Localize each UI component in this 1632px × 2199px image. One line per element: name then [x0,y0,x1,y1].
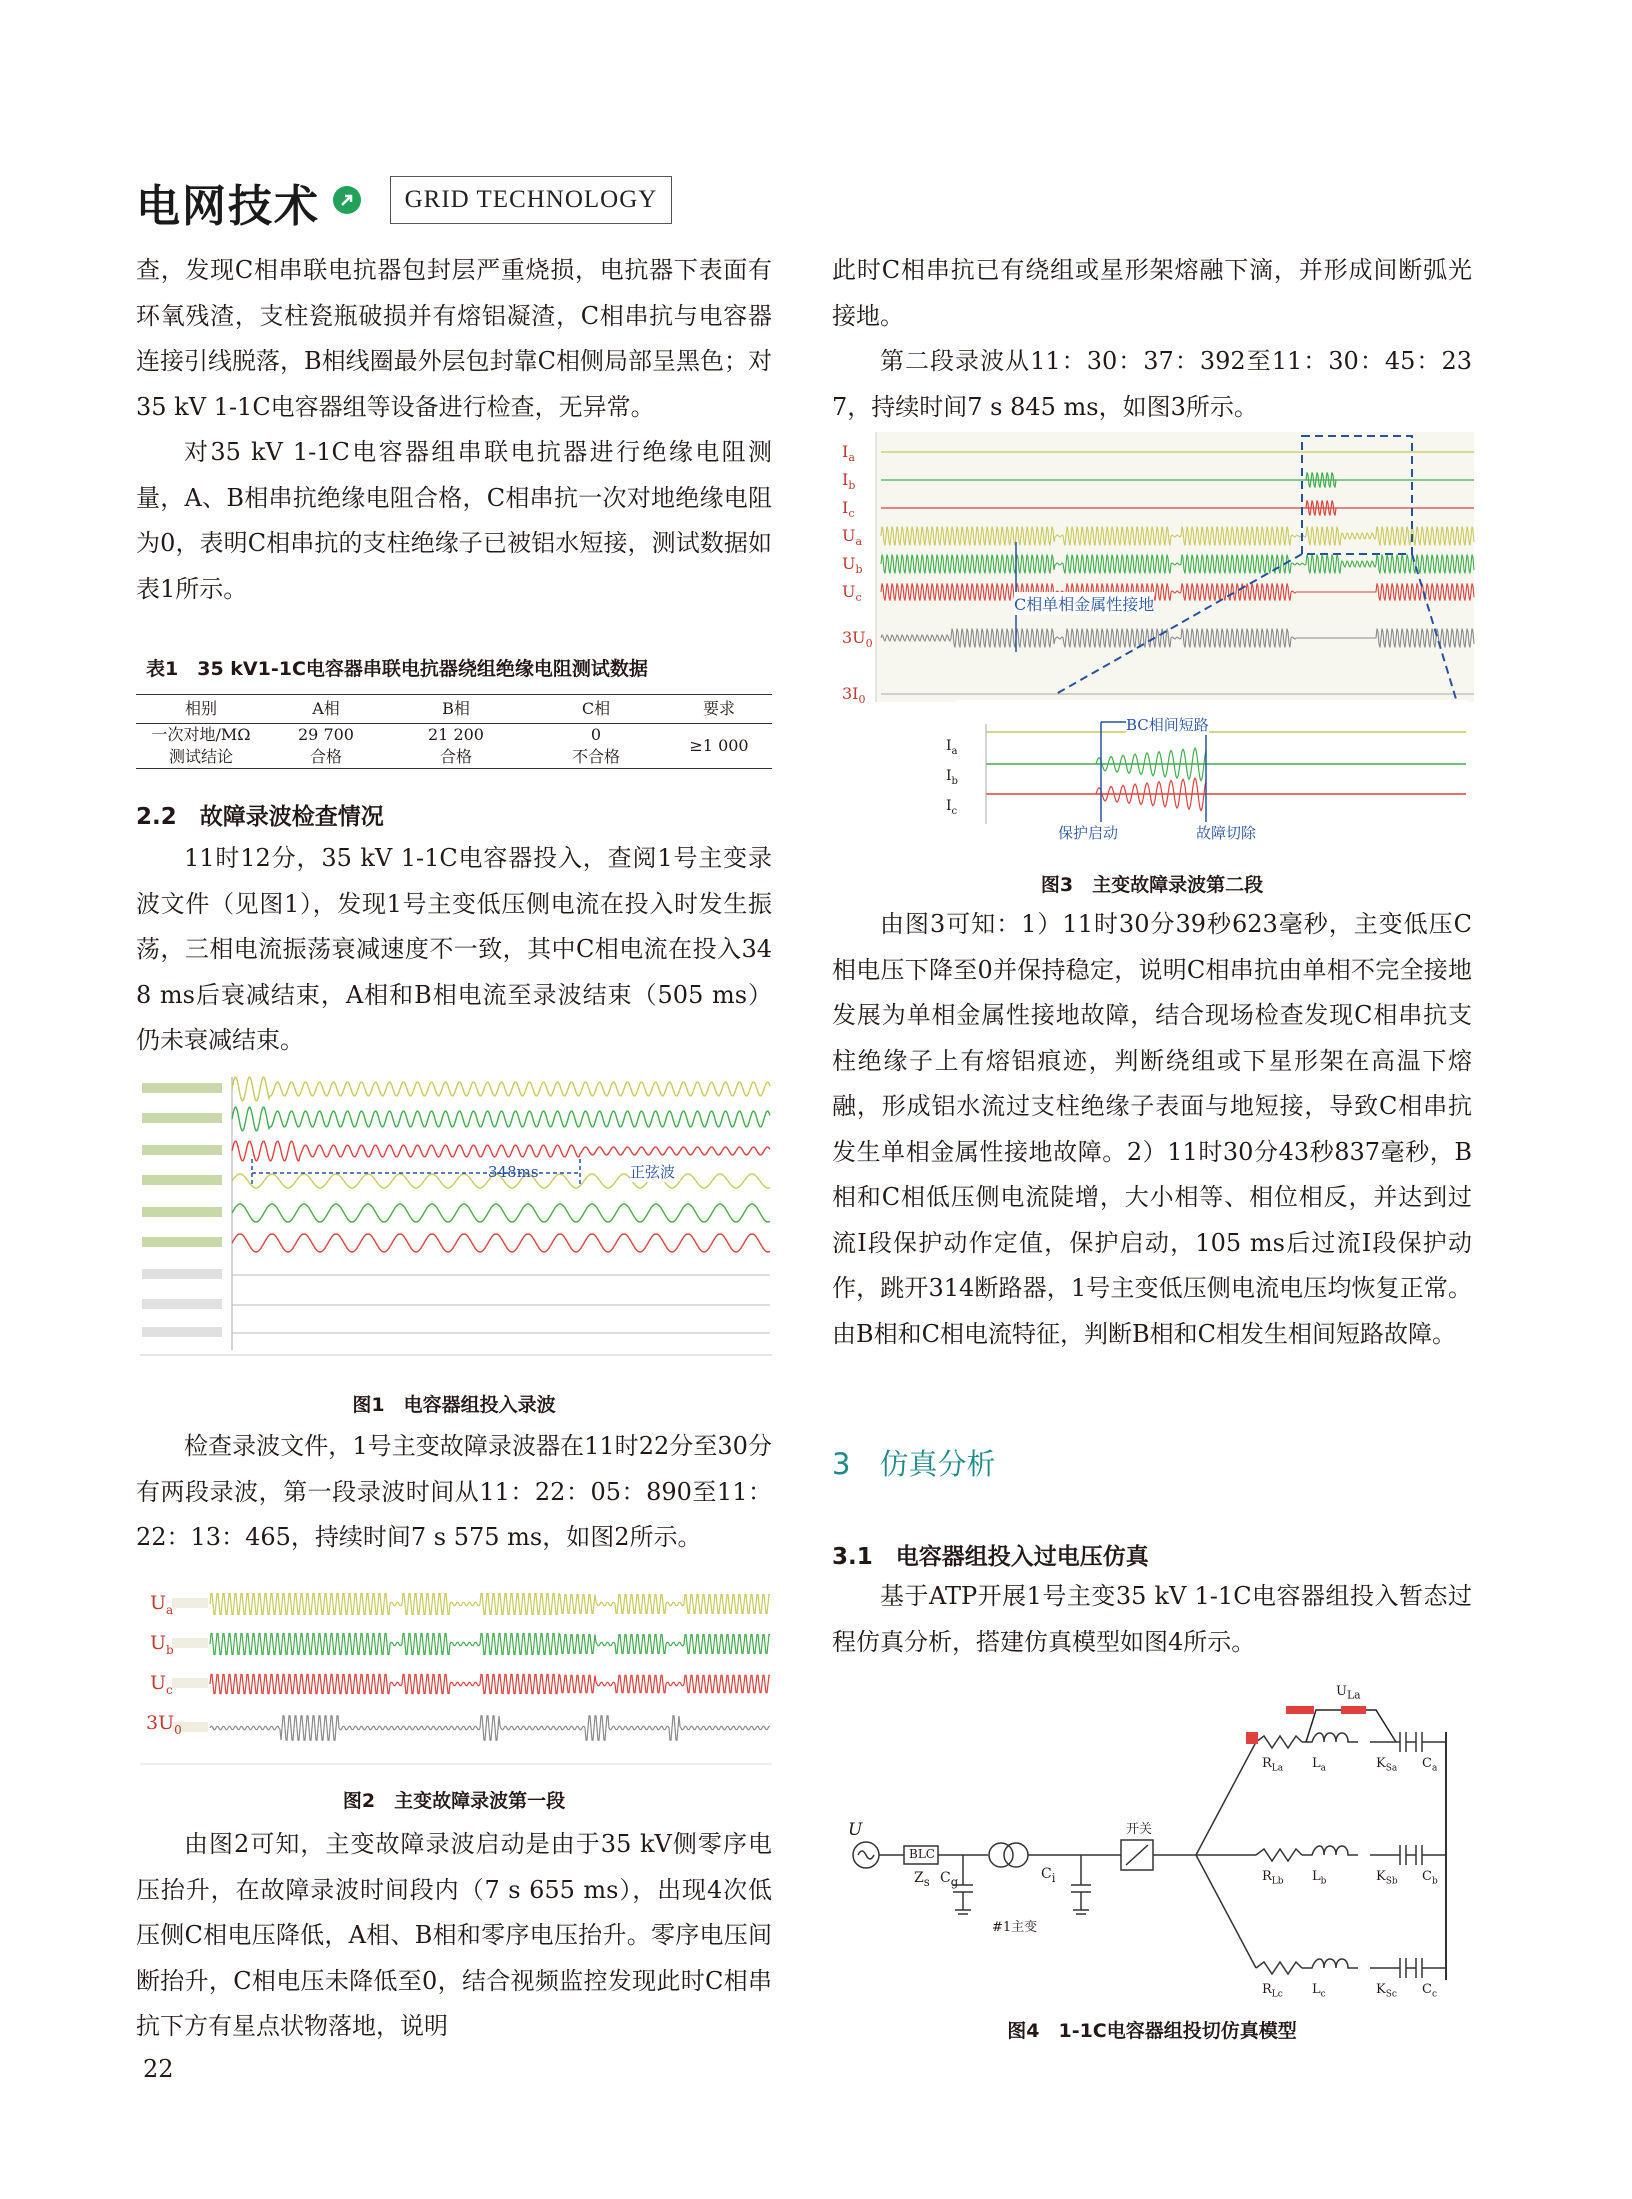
table-header: 要求 [702,699,735,718]
fig4-label: $Z_s$ [914,1870,930,1889]
fig3-annotation: 故障切除 [1196,824,1257,842]
fig4-component-label: $C_a$ [1422,1756,1438,1774]
figure-2-waveforms [140,1578,772,1768]
figure-box [172,1598,208,1608]
figure-box [142,1327,222,1337]
figure-caption: 图1 电容器组投入录波 [352,1394,556,1416]
table-cell: 0 [590,725,602,744]
table-cell: 29 700 [298,725,354,744]
fig4-component-label: $R_{La}$ [1262,1756,1284,1774]
figure-box [142,1207,222,1217]
waveform-trace [232,1107,770,1130]
page-number: 22 [143,2055,174,2083]
figure-4 [836,1670,1476,2000]
table-cell: 21 200 [428,725,484,744]
fig2-label: $U_c$ [150,1672,173,1697]
fig3-channel-label: $3U_0$ [842,628,873,651]
figure-4-circuit [836,1670,1476,1995]
table-cell: 不合格 [571,747,620,766]
waveform-trace [232,1234,770,1252]
fig1-wave-label: 正弦波 [630,1163,676,1181]
journal-title: 电网技术 [136,181,320,232]
fig3-channel-label: $3I_0$ [842,684,866,707]
figure-box [142,1175,222,1185]
left-column-2 [136,836,772,1064]
table-cell: 一次对地/MΩ [151,725,251,744]
waveform-trace [232,1077,770,1100]
table-header: B相 [442,699,470,718]
paragraph: 11时12分，35 kV 1-1C电容器投入，查阅1号主变录波文件（见图1），发现1号主变低压侧电流在投入时发生振荡，三相电流振荡衰减速度不一致，其中C相电流在投入348 ms后衰减结束，A相和B相电流至录波结束（505 ms）仍未衰减结束。 [136,844,772,1054]
table-cell: 合格 [309,747,342,766]
paragraph: 由图2可知，主变故障录波启动是由于35 kV侧零序电压抬升，在故障录波时间段内（7 s 655 ms），出现4次低压侧C相电压降低，A相、B相和零序电压抬升。零序电压间断抬升，C相电压未降低至0，结合视频监控发现此时C相串抗下方有星点状物落地，说明 [136,1830,772,2040]
fig3-channel-label: $I_b$ [842,470,856,493]
fig2-label: $U_a$ [150,1592,174,1617]
figure-2 [140,1578,772,1768]
table-1 [136,694,772,769]
table-header: 相别 [184,699,217,718]
fig4-component-label: $C_b$ [1422,1869,1438,1887]
fig4-component-label: $C_c$ [1422,1982,1437,2000]
fig3-zoom-label: $I_b$ [946,768,958,787]
left-column [136,248,772,612]
fig2-label: $U_b$ [150,1632,174,1657]
figure-box [142,1237,222,1247]
waveform-trace [210,1594,770,1615]
fig4-label: #1主变 [992,1920,1038,1935]
fig3-channel-label: $I_c$ [842,498,855,521]
figure-box [172,1638,208,1648]
figure-box [142,1145,222,1155]
fig4-label: $C_g$ [940,1870,959,1889]
fig3-annotation: 保护启动 [1058,824,1119,842]
fig4-label: $C_i$ [1041,1866,1056,1885]
fig4-component-label: $R_{Lb}$ [1262,1869,1284,1887]
paragraph: 对35 kV 1-1C电容器组串联电抗器进行绝缘电阻测量，A、B相串抗绝缘电阻合格，C相串抗一次对地绝缘电阻为0，表明C相串抗的支柱绝缘子已被铝水短接，测试数据如表1所示。 [136,438,772,603]
fig1-time-label: 348ms [488,1163,539,1181]
paragraph: 第二段录波从11：30：37：392至11：30：45：237，持续时间7 s 845 ms，如图3所示。 [832,347,1472,421]
paragraph: 此时C相串抗已有绕组或星形架熔融下滴，并形成间断弧光接地。 [832,256,1472,330]
figure-box [142,1083,222,1093]
fig4-component-label: $K_{Sa}$ [1376,1756,1398,1774]
fig3-annotation: C相单相金属性接地 [1014,592,1154,615]
fig4-component-label: $L_b$ [1312,1869,1327,1887]
fig4-label: BLC [909,1847,935,1861]
table-cell: 合格 [439,747,472,766]
fig4-component-label: $K_{Sc}$ [1376,1982,1397,2000]
fig4-component-label: $R_{Lc}$ [1262,1982,1283,2000]
figure-3-waveforms [836,432,1476,852]
waveform-trace [232,1204,770,1222]
figure-1 [140,1075,772,1360]
figure-caption: 图2 主变故障录波第一段 [342,1790,566,1812]
figure-box [142,1113,222,1123]
right-column-2 [832,902,1472,1357]
section-heading: 3.1 电容器组投入过电压仿真 [832,1544,1149,1570]
fig3-zoom-label: $I_c$ [946,798,958,817]
left-column-3 [136,1424,772,1561]
waveform-trace [210,1716,770,1740]
waveform-trace [210,1675,770,1694]
fig3-channel-label: $U_a$ [842,526,863,549]
fig3-channel-label: $U_b$ [842,554,863,577]
waveform-trace [232,1141,770,1160]
figure-1-waveforms [140,1075,772,1360]
figure-box [142,1269,222,1279]
fig4-label: 开关 [1126,1822,1153,1837]
fig3-annotation: BC相间短路 [1126,716,1209,734]
table-caption: 表1 35 kV1-1C电容器串联电抗器绕组绝缘电阻测试数据 [146,658,648,680]
section-heading-3: 3 仿真分析 [832,1447,996,1481]
fig4-label: $U_{La}$ [1336,1684,1361,1702]
fig4-component-label: $L_a$ [1312,1756,1327,1774]
figure-caption: 图3 主变故障录波第二段 [1040,874,1264,896]
figure-caption: 图4 1-1C电容器组投切仿真模型 [1007,2020,1297,2042]
table-cell: ≥1 000 [689,736,749,755]
paragraph: 检查录波文件，1号主变故障录波器在11时22分至30分有两段录波，第一段录波时间从11：22：05：890至11：22：13：465，持续时间7 s 575 ms，如图2所示。 [136,1432,772,1551]
fig4-label: U [848,1820,863,1840]
table-header: A相 [312,699,340,718]
table-cell: 测试结论 [168,747,233,766]
fig4-component-label: $K_{Sb}$ [1376,1869,1398,1887]
fig3-channel-label: $U_c$ [842,582,862,605]
right-column [832,248,1472,430]
fig3-channel-label: $I_a$ [842,442,855,465]
fig2-label: $3U_0$ [146,1712,182,1737]
left-column-4 [136,1822,772,2050]
paragraph: 由图3可知：1）11时30分39秒623毫秒，主变低压C相电压下降至0并保持稳定，说明C相串抗由单相不完全接地发展为单相金属性接地故障，结合现场检查发现C相串抗支柱绝缘子上有熔铝痕迹，判断绕组或下星形架在高温下熔融，形成铝水流过支柱绝缘子表面与地短接，导致C相串抗发生单相金属性接地故障。2）11时30分43秒837毫秒，B相和C相低压侧电流陡增，大小相等、相位相反，并达到过流I段保护动作定值，保护启动，105 ms后过流I段保护动作，跳开314断路器，1号主变低压侧电流电压均恢复正常。由B相和C相电流特征，判断B相和C相发生相间短路故障。 [832,910,1472,1348]
paragraph: 查，发现C相串联电抗器包封层严重烧损，电抗器下表面有环氧残渣，支柱瓷瓶破损并有熔铝凝渣，C相串抗与电容器连接引线脱落，B相线圈最外层包封靠C相侧局部呈黑色；对35 kV 1-1C电容器组等设备进行检查，无异常。 [136,256,772,421]
figure-box [956,700,1468,840]
arrow-circle-icon [333,186,361,214]
paragraph: 基于ATP开展1号主变35 kV 1-1C电容器组投入暂态过程仿真分析，搭建仿真模型如图4所示。 [832,1582,1472,1656]
right-column-3 [832,1574,1472,1665]
table-header: C相 [581,699,611,718]
journal-subtitle: GRID TECHNOLOGY [390,176,672,224]
figure-3 [836,432,1476,852]
figure-box [172,1678,208,1688]
waveform-trace [210,1634,770,1655]
fig3-zoom-label: $I_a$ [946,738,958,757]
fig4-component-label: $L_c$ [1312,1982,1326,2000]
section-heading: 2.2 故障录波检查情况 [136,804,384,830]
figure-box [142,1299,222,1309]
